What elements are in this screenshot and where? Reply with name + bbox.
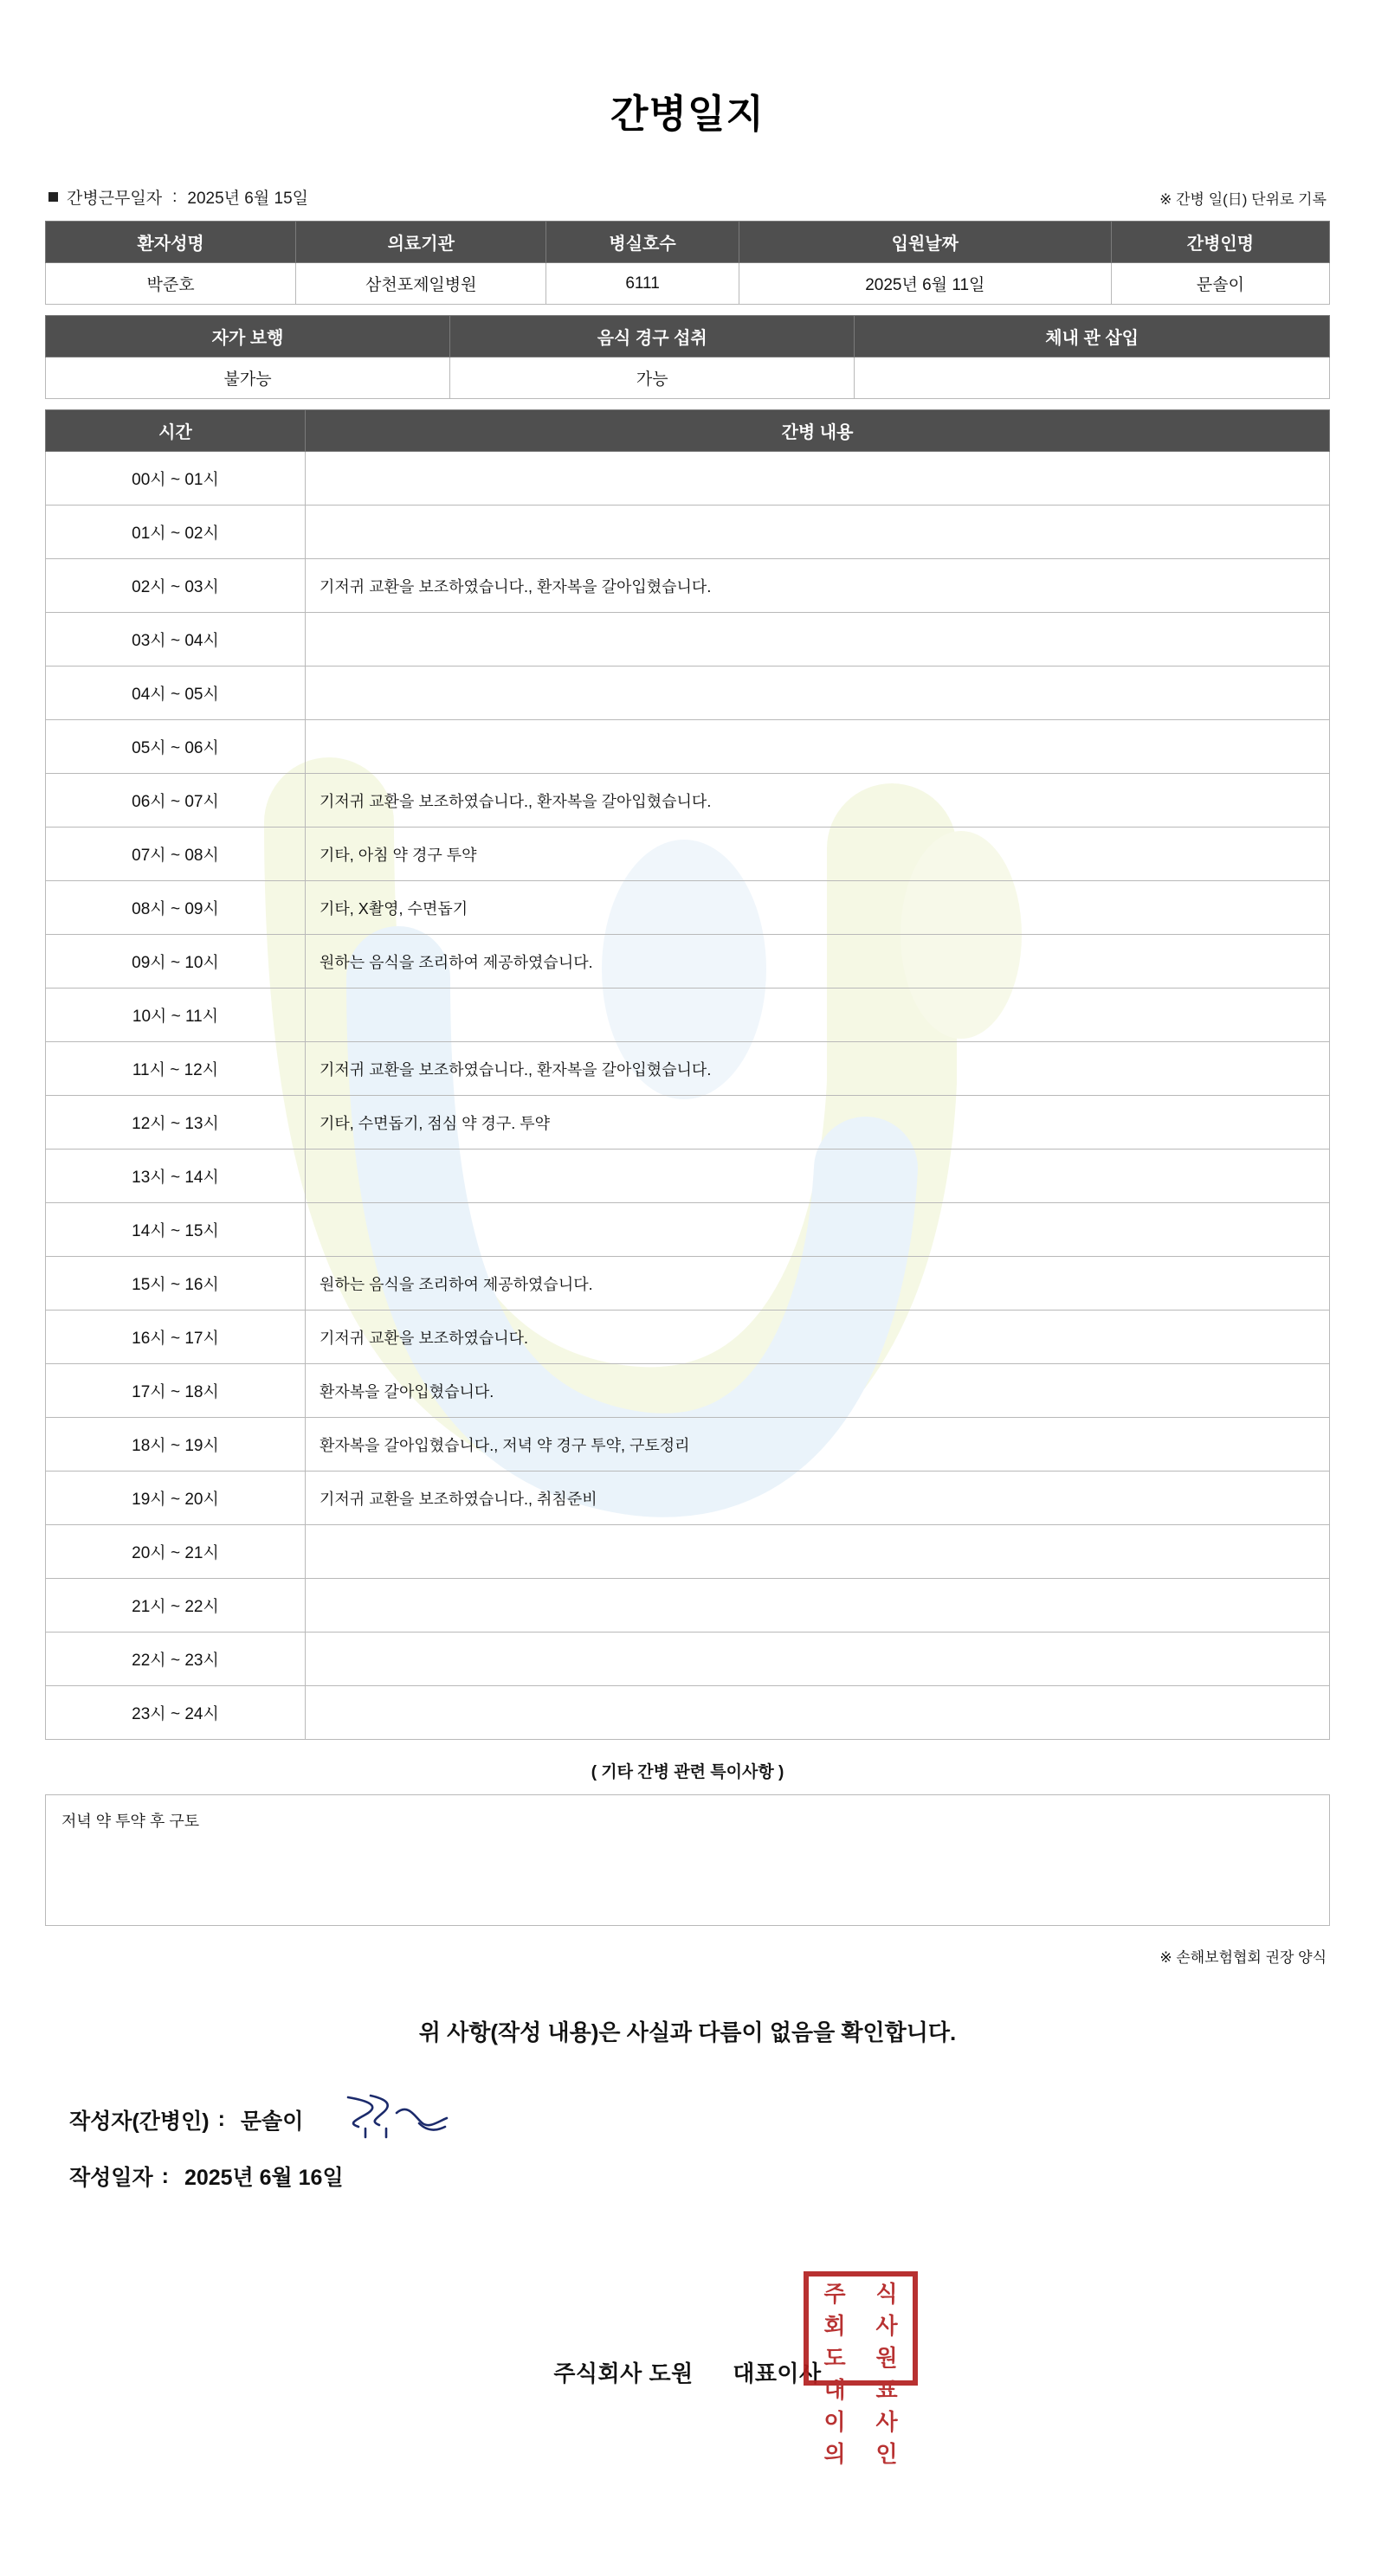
company-name: 주식회사 도원 xyxy=(553,2360,694,2386)
care-content-cell[interactable] xyxy=(306,1579,1330,1633)
care-content-cell[interactable] xyxy=(306,1633,1330,1686)
care-content-cell[interactable]: 기타, 수면돕기, 점심 약 경구. 투약 xyxy=(306,1096,1330,1150)
association-note: ※ 손해보험협회 권장 양식 xyxy=(1159,1949,1327,1966)
table-row xyxy=(46,774,1330,828)
table-row xyxy=(46,559,1330,613)
table-row xyxy=(46,1525,1330,1579)
care-content-cell[interactable]: 기저귀 교환을 보조하였습니다. xyxy=(306,1311,1330,1364)
care-content-cell[interactable] xyxy=(306,1686,1330,1740)
care-content-cell[interactable]: 기저귀 교환을 보조하였습니다., 취침준비 xyxy=(306,1472,1330,1525)
care-content-cell[interactable] xyxy=(306,989,1330,1042)
table-header-row xyxy=(46,222,1330,263)
table-row xyxy=(46,613,1330,667)
time-cell: 20시 ~ 21시 xyxy=(46,1525,306,1579)
col-tube-insertion: 체내 관 삽입 xyxy=(855,316,1330,357)
care-content-cell[interactable] xyxy=(306,506,1330,559)
time-cell: 16시 ~ 17시 xyxy=(46,1311,306,1364)
time-cell: 19시 ~ 20시 xyxy=(46,1472,306,1525)
write-date-label: 작성일자 xyxy=(69,2166,153,2190)
time-cell: 13시 ~ 14시 xyxy=(46,1150,306,1203)
time-cell: 23시 ~ 24시 xyxy=(46,1686,306,1740)
writer-row xyxy=(45,2085,1330,2154)
unit-note: ※ 간병 일(日) 단위로 기록 xyxy=(1159,191,1327,208)
time-cell: 00시 ~ 01시 xyxy=(46,452,306,506)
col-oral-intake: 음식 경구 섭취 xyxy=(450,316,855,357)
writer-value: 문솔이 xyxy=(240,2109,304,2134)
col-caregiver-name: 간병인명 xyxy=(1111,222,1329,263)
time-cell: 17시 ~ 18시 xyxy=(46,1364,306,1418)
time-cell: 10시 ~ 11시 xyxy=(46,989,306,1042)
writer-label: 작성자(간병인) xyxy=(69,2109,210,2134)
time-cell: 14시 ~ 15시 xyxy=(46,1203,306,1257)
care-content-cell[interactable]: 기저귀 교환을 보조하였습니다., 환자복을 갈아입혔습니다. xyxy=(306,559,1330,613)
stamp-char: 사 xyxy=(875,2410,898,2436)
table-row xyxy=(46,1203,1330,1257)
care-content-cell[interactable] xyxy=(306,452,1330,506)
care-content-cell[interactable]: 원하는 음식을 조리하여 제공하였습니다. xyxy=(306,1257,1330,1311)
care-content-cell[interactable] xyxy=(306,1150,1330,1203)
table-row xyxy=(46,1579,1330,1633)
stamp-char: 인 xyxy=(875,2442,898,2468)
work-date-group xyxy=(48,185,308,209)
table-row xyxy=(46,1096,1330,1150)
value-caregiver-name: 문솔이 xyxy=(1111,263,1329,305)
write-date-colon: : xyxy=(161,2163,169,2188)
table-row xyxy=(46,935,1330,989)
table-row xyxy=(46,1364,1330,1418)
table-row xyxy=(46,667,1330,720)
stamp-char: 의 xyxy=(823,2442,846,2468)
time-cell: 12시 ~ 13시 xyxy=(46,1096,306,1150)
work-date-colon: : xyxy=(172,187,178,206)
care-content-cell[interactable] xyxy=(306,613,1330,667)
time-cell: 21시 ~ 22시 xyxy=(46,1579,306,1633)
time-cell: 05시 ~ 06시 xyxy=(46,720,306,774)
time-cell: 11시 ~ 12시 xyxy=(46,1042,306,1096)
table-row xyxy=(46,1472,1330,1525)
company-stamp-icon xyxy=(804,2271,918,2468)
stamp-char: 도 xyxy=(823,2346,846,2372)
stamp-char: 이 xyxy=(823,2410,846,2436)
work-date-label: 간병근무일자 xyxy=(67,190,163,208)
hourly-log-body xyxy=(46,452,1330,1740)
table-row xyxy=(46,263,1330,305)
patient-info-table xyxy=(45,221,1330,305)
time-cell: 09시 ~ 10시 xyxy=(46,935,306,989)
time-cell: 01시 ~ 02시 xyxy=(46,506,306,559)
care-content-cell[interactable]: 기타, X촬영, 수면돕기 xyxy=(306,881,1330,935)
care-content-cell[interactable]: 기타, 아침 약 경구 투약 xyxy=(306,828,1330,881)
value-admission-date: 2025년 6월 11일 xyxy=(739,263,1111,305)
time-cell: 03시 ~ 04시 xyxy=(46,613,306,667)
table-row xyxy=(46,1686,1330,1740)
hourly-log-table xyxy=(45,409,1330,1740)
table-row xyxy=(46,1311,1330,1364)
time-cell: 18시 ~ 19시 xyxy=(46,1418,306,1472)
table-row xyxy=(46,1042,1330,1096)
company-line xyxy=(45,2356,1330,2388)
col-admission-date: 입원날짜 xyxy=(739,222,1111,263)
table-row xyxy=(46,1257,1330,1311)
col-self-walking: 자가 보행 xyxy=(46,316,450,357)
care-content-cell[interactable] xyxy=(306,1525,1330,1579)
table-header-row xyxy=(46,410,1330,452)
care-content-cell[interactable]: 기저귀 교환을 보조하였습니다., 환자복을 갈아입혔습니다. xyxy=(306,1042,1330,1096)
writer-colon: : xyxy=(217,2107,225,2131)
write-date-value: 2025년 6월 16일 xyxy=(184,2166,344,2190)
care-content-cell[interactable] xyxy=(306,667,1330,720)
stamp-char: 회 xyxy=(823,2314,846,2340)
table-row xyxy=(46,1418,1330,1472)
care-content-cell[interactable]: 기저귀 교환을 보조하였습니다., 환자복을 갈아입혔습니다. xyxy=(306,774,1330,828)
care-content-cell[interactable]: 환자복을 갈아입혔습니다., 저녁 약 경구 투약, 구토정리 xyxy=(306,1418,1330,1472)
stamp-char: 사 xyxy=(875,2314,898,2340)
time-cell: 07시 ~ 08시 xyxy=(46,828,306,881)
condition-table xyxy=(45,315,1330,399)
stamp-char: 표 xyxy=(875,2378,898,2404)
square-bullet-icon xyxy=(48,192,58,202)
write-date-row xyxy=(45,2154,1330,2199)
confirmation-text: 위 사항(작성 내용)은 사실과 다름이 없음을 확인합니다. xyxy=(418,2019,957,2045)
table-row xyxy=(46,989,1330,1042)
stamp-char: 주 xyxy=(823,2282,846,2308)
care-content-cell[interactable] xyxy=(306,1203,1330,1257)
col-care-content: 간병 내용 xyxy=(306,410,1330,452)
time-cell: 15시 ~ 16시 xyxy=(46,1257,306,1311)
table-row xyxy=(46,357,1330,399)
value-room-number: 6111 xyxy=(546,263,739,305)
table-row xyxy=(46,828,1330,881)
work-date-value: 2025년 6월 15일 xyxy=(187,190,308,208)
time-cell: 06시 ~ 07시 xyxy=(46,774,306,828)
table-row xyxy=(46,506,1330,559)
value-self-walking: 불가능 xyxy=(46,357,450,399)
table-row xyxy=(46,881,1330,935)
col-room-number: 병실호수 xyxy=(546,222,739,263)
time-cell: 04시 ~ 05시 xyxy=(46,667,306,720)
time-cell: 08시 ~ 09시 xyxy=(46,881,306,935)
time-cell: 22시 ~ 23시 xyxy=(46,1633,306,1686)
value-patient-name: 박준호 xyxy=(46,263,296,305)
table-row xyxy=(46,452,1330,506)
meta-row xyxy=(45,185,1330,221)
table-row xyxy=(46,1150,1330,1203)
signature-icon xyxy=(336,2092,466,2147)
col-patient-name: 환자성명 xyxy=(46,222,296,263)
time-cell: 02시 ~ 03시 xyxy=(46,559,306,613)
stamp-char: 대 xyxy=(823,2378,846,2404)
remark-textarea[interactable]: 저녁 약 투약 후 구토 xyxy=(45,1794,1330,1926)
table-row xyxy=(46,1633,1330,1686)
care-content-cell[interactable]: 원하는 음식을 조리하여 제공하였습니다. xyxy=(306,935,1330,989)
value-oral-intake: 가능 xyxy=(450,357,855,399)
page-title: 간병일지 xyxy=(610,92,765,136)
care-content-cell[interactable]: 환자복을 갈아입혔습니다. xyxy=(306,1364,1330,1418)
company-signature-area xyxy=(45,2235,1330,2468)
remark-title: ( 기타 간병 관련 특이사항 ) xyxy=(591,1763,784,1781)
stamp-char: 원 xyxy=(875,2346,898,2372)
value-tube-insertion xyxy=(855,357,1330,399)
value-hospital: 삼천포제일병원 xyxy=(296,263,546,305)
table-header-row xyxy=(46,316,1330,357)
stamp-char: 식 xyxy=(875,2282,898,2308)
spacer xyxy=(45,305,1330,315)
col-time: 시간 xyxy=(46,410,306,452)
col-hospital: 의료기관 xyxy=(296,222,546,263)
table-row xyxy=(46,720,1330,774)
company-role: 대표이사 xyxy=(733,2360,822,2386)
care-content-cell[interactable] xyxy=(306,720,1330,774)
